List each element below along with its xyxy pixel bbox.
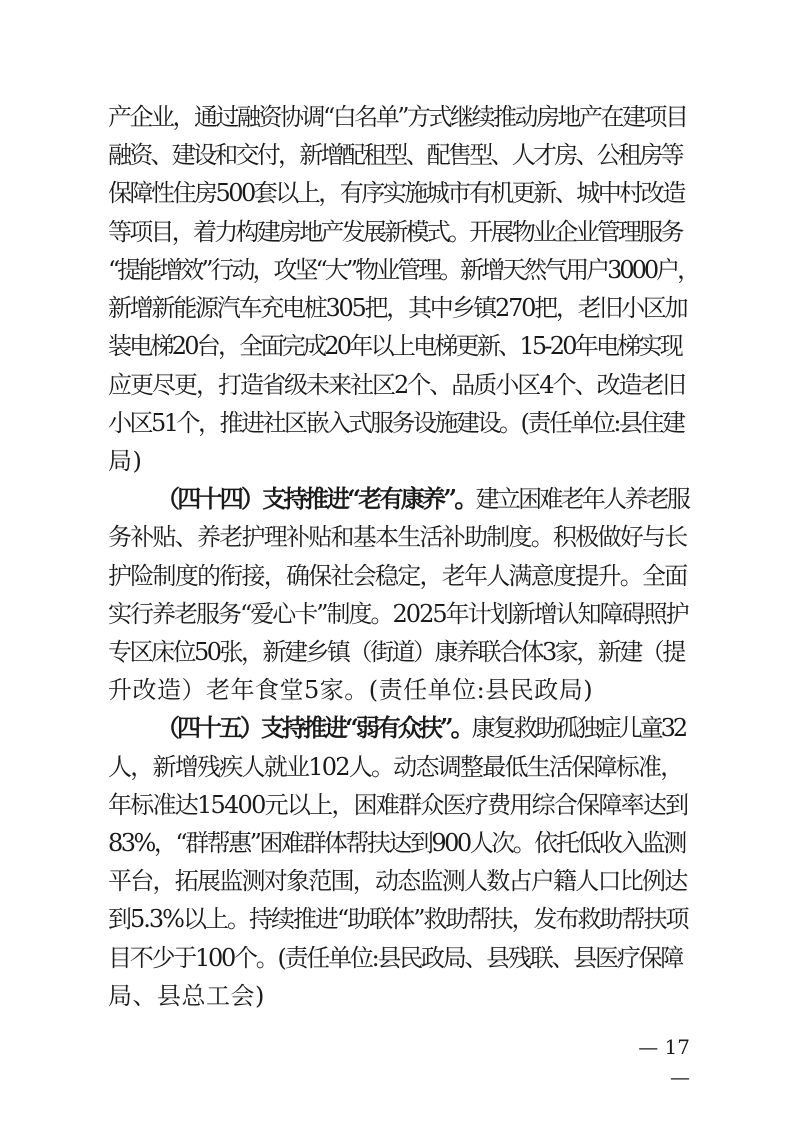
body-text-line: 产企业，通过融资协调“白名单”方式继续推动房地产在建项目 bbox=[108, 103, 687, 131]
body-text-line: 局) bbox=[108, 446, 143, 475]
body-text-line: 等项目，着力构建房地产发展新模式。开展物业企业管理服务 bbox=[108, 217, 682, 246]
body-text-line: 实行养老服务“爱心卡”制度。2025年计划新增认知障碍照护 bbox=[108, 599, 688, 628]
body-text-line: 小区51个，推进社区嵌入式服务设施建设。(责任单位:县住建 bbox=[108, 408, 684, 437]
body-text-line: 保障性住房500套以上，有序实施城市有机更新、城中村改造 bbox=[108, 179, 684, 208]
body-text-line: 平台，拓展监测对象范围，动态监测人数占户籍人口比例达 bbox=[108, 867, 687, 896]
section-45-first-line bbox=[156, 709, 688, 747]
body-text-line: 升改造）老年食堂5家。(责任单位:县民政局) bbox=[108, 676, 594, 705]
body-text-line: 专区床位50张，新建乡镇（街道）康养联合体3家，新建（提 bbox=[108, 637, 684, 666]
body-text-line: 务补贴、养老护理补贴和基本生活补助制度。积极做好与长 bbox=[108, 523, 687, 552]
section-44-text: 建立困难老年人养老服 bbox=[475, 485, 689, 514]
body-text-line: “提能增效”行动，攻坚“大”物业管理。新增天然气用户3000户， bbox=[108, 255, 699, 284]
section-44-heading: （四十四）支持推进“老有康养”。 bbox=[156, 484, 476, 514]
body-text-line: 人，新增残疾人就业102人。动态调整最低生活保障标准， bbox=[108, 752, 683, 781]
section-44-first-line bbox=[156, 480, 688, 518]
body-text-line: 目不少于100个。(责任单位:县民政局、县残联、县医疗保障 bbox=[108, 943, 683, 972]
body-text-line: 护险制度的衔接，确保社会稳定，老年人满意度提升。全面 bbox=[108, 561, 687, 590]
page-number: — 17 — bbox=[638, 1035, 690, 1089]
body-text-line: 到5.3%以上。持续推进“助联体”救助帮扶，发布救助帮扶项 bbox=[108, 905, 688, 934]
body-text-line: 融资、建设和交付，新增配租型、配售型、人才房、公租房等 bbox=[108, 141, 682, 170]
body-text-line: 年标准达15400元以上，困难群众医疗费用综合保障率达到 bbox=[108, 790, 688, 819]
section-45-text: 康复救助孤独症儿童32 bbox=[471, 714, 686, 743]
body-text-line: 应更尽更，打造省级未来社区2个、品质小区4个、改造老旧 bbox=[108, 370, 685, 399]
section-45-heading: （四十五）支持推进“弱有众扶”。 bbox=[156, 713, 472, 743]
body-text-line: 83%，“群帮惠”困难群体帮扶达到900人次。依托低收入监测 bbox=[108, 829, 685, 857]
body-text-line: 装电梯20台，全面完成20年以上电梯更新、15-20年电梯实现 bbox=[108, 332, 682, 361]
body-text-line: 新增新能源汽车充电桩305把，其中乡镇270把，老旧小区加 bbox=[108, 294, 687, 322]
body-text-line: 局、县总工会) bbox=[108, 981, 265, 1010]
